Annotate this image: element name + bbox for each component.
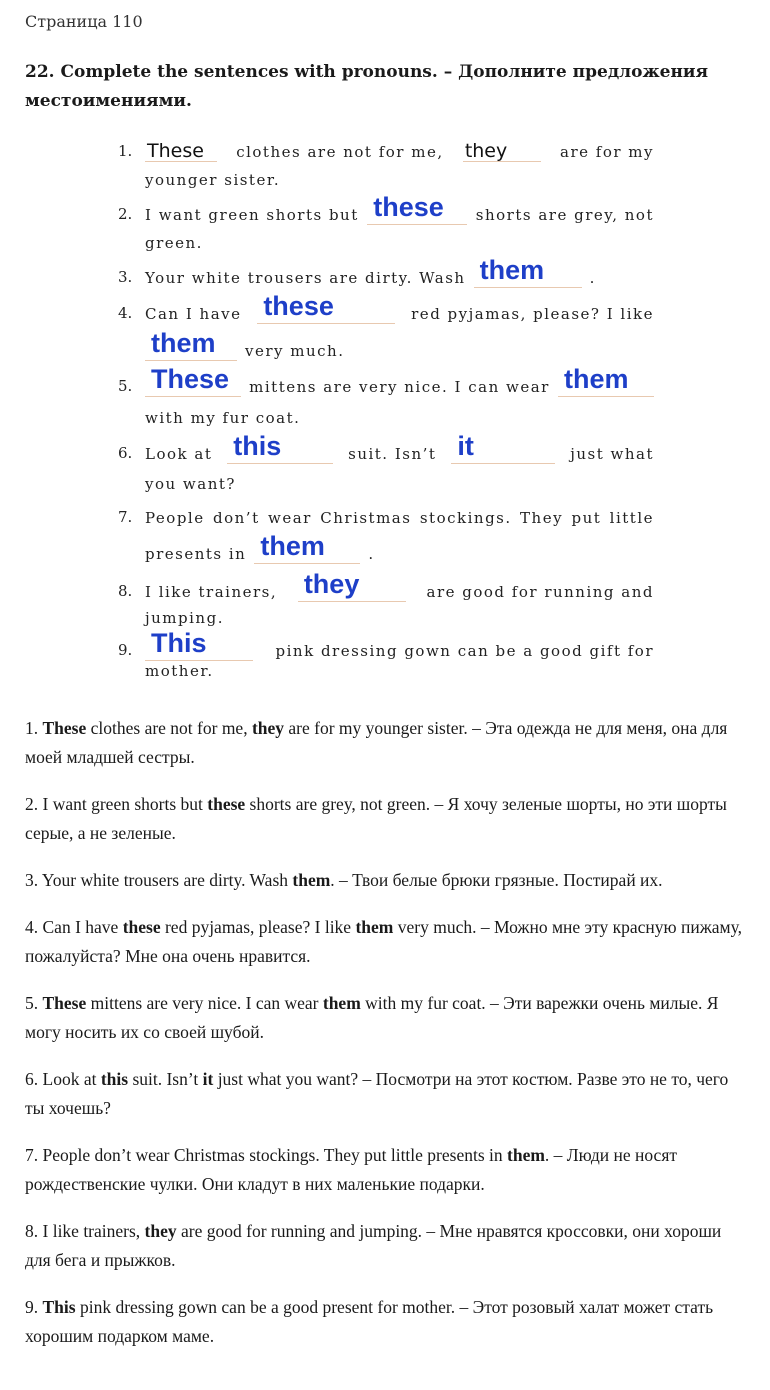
filled-answer: them — [260, 531, 325, 561]
exercise-text: just what — [570, 445, 654, 463]
exercise-item-number: 8. — [118, 582, 133, 600]
translation-text: pink dressing gown can be a good present for mother. – Этот розовый халат может стать хорошим подарком маме. — [25, 1297, 714, 1346]
translation-text: 8. I like trainers, — [25, 1221, 145, 1241]
pronoun-answer: These — [42, 718, 87, 738]
translation-item — [25, 913, 747, 971]
pronoun-answer: this — [100, 1069, 129, 1089]
exercise-text: are good for running and — [426, 583, 654, 601]
translation-text: 5. — [25, 993, 43, 1013]
translation-item — [25, 866, 747, 895]
translation-text: 7. People don’t wear Christmas stockings. They put little presents in — [25, 1145, 508, 1165]
exercise-text: presents in — [145, 545, 247, 563]
translation-text: just what you want? – Посмотри на этот костюм. Разве это не то, чего ты хочешь? — [25, 1069, 729, 1118]
translation-text: mittens are very nice. I can wear — [86, 993, 323, 1013]
translation-text: are good for running and jumping. – Мне нравятся кроссовки, они хороши для бега и прыжков. — [25, 1221, 722, 1270]
filled-answer: these — [373, 192, 444, 222]
translation-text: 4. Can I have — [25, 917, 123, 937]
exercise-text: you want? — [145, 475, 236, 493]
translation-item — [25, 1217, 747, 1275]
answer-blank-line — [254, 563, 360, 564]
translation-item — [25, 989, 747, 1047]
answer-blank-line — [227, 463, 333, 464]
exercise-text: I want green shorts but — [145, 206, 359, 224]
pronoun-answer: them — [355, 917, 394, 937]
answer-blank-line — [145, 396, 241, 397]
exercise-text: People don’t wear Christmas stockings. They put little — [145, 509, 654, 527]
filled-answer: this — [233, 431, 282, 461]
page-label: Страница 110 — [25, 12, 143, 31]
filled-answer: they — [303, 569, 360, 599]
exercise-text: . — [589, 269, 596, 287]
filled-answer: them — [479, 255, 545, 285]
translation-item — [25, 1293, 747, 1351]
pronoun-answer: these — [207, 794, 246, 814]
exercise-item-number: 4. — [118, 304, 133, 322]
translation-text: 9. — [25, 1297, 43, 1317]
filled-answer: This — [151, 628, 207, 658]
answer-blank-line — [558, 396, 654, 397]
exercise-text: are for my — [560, 143, 654, 161]
translation-text: 6. Look at — [25, 1069, 101, 1089]
translation-item — [25, 714, 747, 772]
pronoun-answer: These — [42, 993, 87, 1013]
exercise-text: jumping. — [145, 609, 224, 627]
translation-item — [25, 1141, 747, 1199]
exercise-item-number: 5. — [118, 377, 133, 395]
translation-text: are for my younger sister. – Эта одежда не для меня, она для моей младшей сестры. — [25, 718, 728, 767]
answer-blank-line — [451, 463, 555, 464]
answer-blank-line — [474, 287, 582, 288]
exercise-item-number: 2. — [118, 205, 133, 223]
answer-blank-line — [257, 323, 395, 324]
exercise-text: clothes are not for me, — [236, 143, 444, 161]
answer-blank-line — [298, 601, 406, 602]
pronoun-answer: them — [507, 1145, 545, 1165]
translations — [25, 714, 747, 1369]
exercise-text: Look at — [145, 445, 213, 463]
exercise-text: I like trainers, — [145, 583, 278, 601]
translation-text: . – Твои белые брюки грязные. Постирай их. — [330, 870, 663, 890]
answer-blank-line — [367, 224, 467, 225]
translation-text: shorts are grey, not green. – Я хочу зеленые шорты, но эти шорты серые, а не зеленые. — [25, 794, 727, 843]
exercise-text: mother. — [145, 662, 214, 680]
pronoun-answer: these — [122, 917, 161, 937]
exercise-text: green. — [145, 234, 203, 252]
exercise-text: red pyjamas, please? I like — [411, 305, 654, 323]
translation-text: very much. – Можно мне эту красную пижаму, пожалуйста? Мне она очень нравится. — [25, 917, 743, 966]
filled-answer: These — [151, 364, 230, 394]
exercise-item-number: 3. — [118, 268, 133, 286]
filled-answer: them — [151, 328, 216, 358]
filled-answer: these — [263, 291, 334, 321]
pronoun-answer: they — [144, 1221, 177, 1241]
exercise-text: shorts are grey, not — [475, 206, 654, 224]
translation-text: red pyjamas, please? I like — [160, 917, 356, 937]
task-title: 22. Complete the sentences with pronouns. – Дополните предложения местоимениями. — [25, 62, 709, 111]
pronoun-answer: they — [251, 718, 285, 738]
translation-text: suit. Isn’t — [128, 1069, 203, 1089]
translation-text: 2. I want green shorts but — [25, 794, 208, 814]
filled-answer: These — [147, 140, 204, 162]
filled-answer: it — [457, 431, 474, 461]
exercise-text: Your white trousers are dirty. Wash — [145, 269, 466, 287]
filled-answer: them — [564, 364, 629, 394]
exercise-item-number: 6. — [118, 444, 133, 462]
exercise-text: very much. — [245, 342, 345, 360]
translation-text: 1. — [25, 718, 43, 738]
translation-text: 3. Your white trousers are dirty. Wash — [25, 870, 293, 890]
exercise-text: . — [368, 545, 375, 563]
exercise-text: mittens are very nice. I can wear — [249, 378, 550, 396]
exercise-item-number: 7. — [118, 508, 133, 526]
exercise-item-number: 9. — [118, 641, 133, 659]
filled-answer: they — [464, 140, 508, 162]
answer-blank-line — [145, 360, 237, 361]
exercise-text: with my fur coat. — [145, 409, 301, 427]
exercise-text: pink dressing gown can be a good gift for — [275, 642, 654, 660]
pronoun-answer: them — [292, 870, 331, 890]
pronoun-answer: it — [202, 1069, 214, 1089]
exercise-text: Can I have — [145, 305, 242, 323]
translation-item — [25, 790, 747, 848]
translation-text: clothes are not for me, — [86, 718, 252, 738]
translation-text: . – Люди не носят рождественские чулки. Они кладут в них маленькие подарки. — [25, 1145, 678, 1194]
exercise-text: younger sister. — [145, 171, 281, 189]
exercise-item-number: 1. — [118, 142, 133, 160]
translation-text: with my fur coat. – Эти варежки очень милые. Я могу носить их со своей шубой. — [25, 993, 719, 1042]
exercise-text: suit. Isn’t — [348, 445, 437, 463]
pronoun-answer: This — [42, 1297, 76, 1317]
translation-item — [25, 1065, 747, 1123]
pronoun-answer: them — [322, 993, 361, 1013]
